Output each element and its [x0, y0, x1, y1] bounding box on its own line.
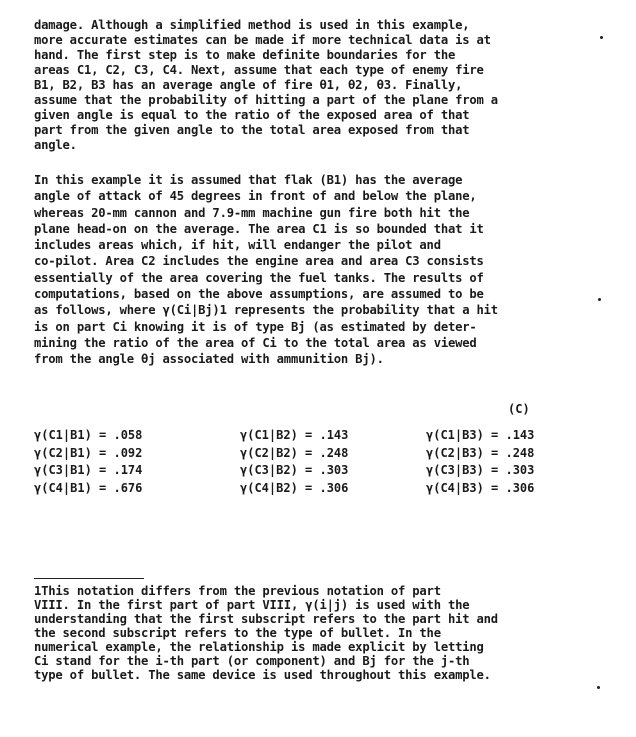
probability-c2-b1: γ(C2|B1) = .092: [34, 445, 143, 460]
probability-label: γ(C3|B2): [240, 463, 298, 477]
table-row: [34, 446, 594, 464]
probability-value: .676: [113, 480, 143, 495]
table-row: [34, 428, 594, 446]
paragraph-intro-line: given angle is equal to the ratio of the exposed area of that: [34, 108, 470, 122]
paragraph-intro: [34, 18, 594, 153]
probability-value: .143: [319, 428, 349, 442]
probability-value: .303: [319, 463, 349, 477]
probability-c2-b2: γ(C2|B2) = .248: [240, 445, 349, 460]
probability-c1-b2: γ(C1|B2) = .143: [240, 428, 349, 442]
probability-value: .306: [505, 480, 535, 495]
probability-label: γ(C2|B3): [426, 445, 484, 460]
probability-value: .058: [113, 428, 143, 442]
probability-value: .306: [319, 480, 349, 495]
probability-c3-b3: γ(C3|B3) = .303: [426, 463, 535, 477]
probability-c4-b2: γ(C4|B2) = .306: [240, 480, 349, 495]
probability-c1-b3: γ(C1|B3) = .143: [426, 428, 535, 442]
probability-table: [34, 428, 594, 498]
probability-value: .303: [505, 463, 535, 477]
probability-c3-b2: γ(C3|B2) = .303: [240, 463, 349, 477]
probability-c4-b3: γ(C4|B3) = .306: [426, 480, 535, 495]
footnote-line: VIII. In the first part of part VIII, γ(i|j) is used with the: [34, 598, 470, 612]
scan-speck: [598, 298, 601, 301]
footnote-line: Ci stand for the i-th part (or component) and Bj for the j-th: [34, 654, 470, 668]
probability-c4-b1: γ(C4|B1) = .676: [34, 480, 143, 495]
probability-label: γ(C1|B2): [240, 428, 298, 442]
paragraph-assumptions-line: whereas 20-mm cannon and 7.9-mm machine gun fire both hit the: [34, 205, 470, 220]
footnote-line: the second subscript refers to the type of bullet. In the: [34, 626, 441, 640]
probability-label: γ(C4|B1): [34, 480, 92, 495]
paragraph-intro-line: angle.: [34, 138, 77, 152]
paragraph-intro-line: more accurate estimates can be made if more technical data is at: [34, 33, 491, 47]
paragraph-assumptions-line: includes areas which, if hit, will endanger the pilot and: [34, 238, 441, 253]
paragraph-assumptions: [34, 172, 594, 368]
probability-label: γ(C3|B1): [34, 463, 92, 477]
probability-label: γ(C4|B2): [240, 480, 298, 495]
footnote: [34, 584, 594, 682]
paragraph-assumptions-line: angle of attack of 45 degrees in front of and below the plane,: [34, 189, 477, 204]
probability-c1-b1: γ(C1|B1) = .058: [34, 428, 143, 442]
paragraph-intro-line: B1, B2, B3 has an average angle of fire θ1, θ2, θ3. Finally,: [34, 78, 463, 92]
paragraph-assumptions-line: is on part Ci knowing it is of type Bj (as estimated by deter-: [34, 319, 477, 334]
paragraph-assumptions-line: co-pilot. Area C2 includes the engine area and area C3 consists: [34, 254, 484, 269]
table-row: [34, 481, 594, 499]
probability-label: γ(C2|B1): [34, 445, 92, 460]
paragraph-assumptions-line: In this example it is assumed that flak (B1) has the average: [34, 173, 463, 187]
paragraph-assumptions-line: computations, based on the above assumptions, are assumed to be: [34, 287, 484, 302]
paragraph-intro-line: hand. The first step is to make definite boundaries for the: [34, 48, 456, 62]
probability-label: γ(C4|B3): [426, 480, 484, 495]
probability-c2-b3: γ(C2|B3) = .248: [426, 445, 535, 460]
footnote-line: numerical example, the relationship is made explicit by letting: [34, 640, 484, 654]
probability-value: .143: [505, 428, 535, 442]
equation-label: (C): [508, 402, 530, 416]
paragraph-assumptions-line: mining the ratio of the area of Ci to the total area as viewed: [34, 335, 477, 350]
probability-label: γ(C3|B3): [426, 463, 484, 477]
footnote-line: 1This notation differs from the previous notation of part: [34, 584, 441, 598]
probability-label: γ(C1|B3): [426, 428, 484, 442]
probability-value: .092: [113, 445, 143, 460]
paragraph-intro-line: areas C1, C2, C3, C4. Next, assume that each type of enemy fire: [34, 63, 484, 77]
probability-value: .174: [113, 463, 143, 477]
probability-label: γ(C2|B2): [240, 445, 298, 460]
probability-c3-b1: γ(C3|B1) = .174: [34, 463, 143, 477]
table-row: [34, 463, 594, 481]
scan-speck: [597, 686, 600, 689]
paragraph-assumptions-line: essentially of the area covering the fuel tanks. The results of: [34, 270, 484, 285]
paragraph-intro-line: assume that the probability of hitting a part of the plane from a: [34, 93, 498, 107]
paragraph-assumptions-line: as follows, where γ(Ci|Bj)1 represents the probability that a hit: [34, 303, 498, 318]
footnote-line: understanding that the first subscript refers to the part hit and: [34, 612, 498, 626]
paragraph-intro-line: damage. Although a simplified method is used in this example,: [34, 18, 470, 32]
scan-speck: [600, 36, 603, 39]
probability-value: .248: [505, 445, 535, 460]
paragraph-assumptions-line: plane head-on on the average. The area C1 is so bounded that it: [34, 221, 484, 236]
probability-value: .248: [319, 445, 349, 460]
paragraph-assumptions-line: from the angle θj associated with ammunition Bj).: [34, 352, 384, 367]
footnote-line: type of bullet. The same device is used throughout this example.: [34, 668, 491, 682]
probability-label: γ(C1|B1): [34, 428, 92, 442]
paragraph-intro-line: part from the given angle to the total area exposed from that: [34, 123, 470, 137]
footnote-divider: [34, 578, 144, 579]
